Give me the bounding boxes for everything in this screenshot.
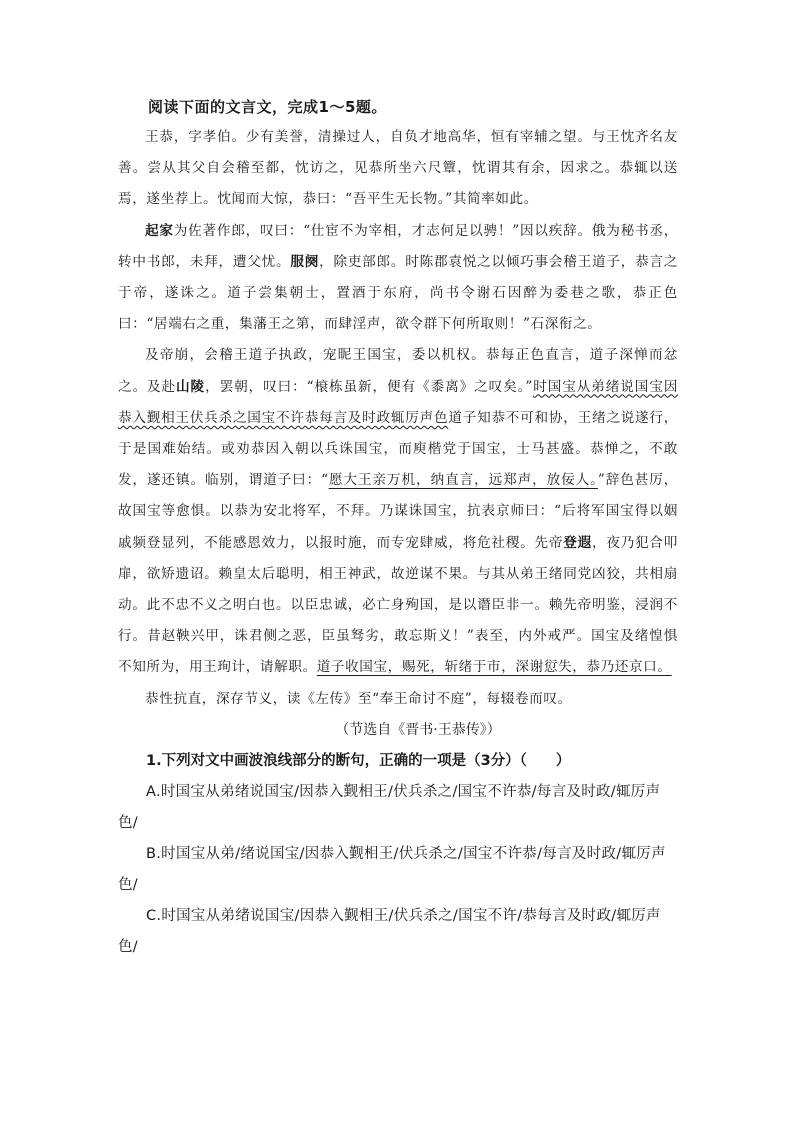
p2-text-d: ，除吏部郎。时陈郡袁悦之以倾巧事会稽王道子，恭言之于帝，遂诛之。道子尝集朝士，置酒于东府，尚书令谢石因醉为委巷之歌，恭正色曰：“居端右之重，集藩王之第，而肆淫声，欲令群下何所取则！”石深衔之。 [118, 253, 679, 333]
option-b: B.时国宝从弟/绪说国宝/因恭入觐相王/伏兵杀之/国宝不许恭/每言及时政/辄厉声色/ [118, 845, 666, 893]
wavy-underlined-segment: 时国宝从弟绪说国宝因恭入觐相王伏兵杀之国宝不许恭每言及时政辄厉声色 [118, 378, 679, 426]
p3-text-d: 道子知恭不可和协，王绪之说遂行，于是国难始结。或劝恭因入朝以兵诛国宝，而庾楷党于国宝，士马甚盛。恭惮之，不敢发，遂还镇。临别，谓道子曰：“ [118, 409, 678, 489]
p3-text-g: ，夜乃犯合叩扉，欲矫遗诏。赖皇太后聪明，相王神武，故逆谋不果。与其从弟王绪同党凶狡，共相扇动。此不忠不义之明白也。以臣忠诚，必亡身殉国，是以谮臣非一。赖先帝明鉴，浸润不行。昔赵鞅兴甲，诛君侧之恶，臣虽驽劣，敢忘斯义！”表至，内外戒严。国宝及绪惶惧不知所为，用王珣计，请解职。 [118, 534, 678, 676]
document-page [118, 96, 678, 963]
p3-text-a: 及帝崩，会稽王道子执政，宠昵王国宝，委以机权。恭每正色直言，道子深惮而忿之。及赴 [118, 347, 678, 395]
source-citation: （节选自《晋书·王恭传》） [335, 721, 501, 738]
p1-text: 王恭，字孝伯。少有美誉，清操过人，自负才地高华，恒有宰辅之望。与王忱齐名友善。尝从其父自会稽至都，忱访之，见恭所坐六尺簟，忱谓其有余，因求之。恭辄以送焉，遂坐荐上。忱闻而大惊，恭曰：“吾平生无长物。”其简率如此。 [118, 129, 678, 208]
passage-paragraph-3 [118, 340, 678, 683]
passage-paragraph-4: 恭性抗直，深存节义，读《左传》至“奉王命讨不庭”，每辍卷而叹。 [145, 690, 572, 707]
p2-text-b: 为佐著作郎，叹曰：“仕宦不为宰相，才志何足以骋！”因以疾辞。俄为秘书丞，转中书郎，未拜，遭父忧。 [118, 222, 678, 270]
question-1: 1.下列对文中画波浪线部分的断句，正确的一项是（3分）（ ） [146, 752, 571, 769]
reading-instruction: 阅读下面的文言文，完成1～5题。 [148, 98, 387, 116]
term-shanling: 山陵 [176, 378, 206, 395]
option-a: A.时国宝从弟绪说国宝/因恭入觐相王/伏兵杀之/国宝不许恭/每言及时政/辄厉声色/ [118, 783, 661, 831]
term-fuque: 服阕 [290, 253, 320, 270]
term-dengxia: 登遐 [563, 534, 592, 551]
underlined-sentence-1: 愿大王亲万机，纳直言，远郑声，放佞人。 [328, 472, 598, 489]
option-c: C.时国宝从弟绪说国宝/因恭入觐相王/伏兵杀之/国宝不许/恭每言及时政/辄厉声色/ [118, 907, 661, 955]
p3-text-e: ”辞色甚厉，故国宝等愈惧。以恭为安北将军，不拜。乃谋诛国宝，抗表京师曰：“后将军国宝得以姻戚频登显列，不能感恩效力，以报时施，而专宠肆威，将危社稷。先帝 [118, 472, 678, 551]
underlined-sentence-2: 道子收国宝，赐死，斩绪于市，深谢愆失，恭乃还京口。 [316, 659, 672, 676]
term-qijia: 起家 [145, 222, 174, 239]
p3-text-c: ，罢朝，叹曰：“榱栋虽新，便有《黍离》之叹矣。” [205, 378, 533, 395]
passage-paragraph-2 [118, 216, 678, 341]
passage-paragraph-1 [118, 122, 678, 216]
